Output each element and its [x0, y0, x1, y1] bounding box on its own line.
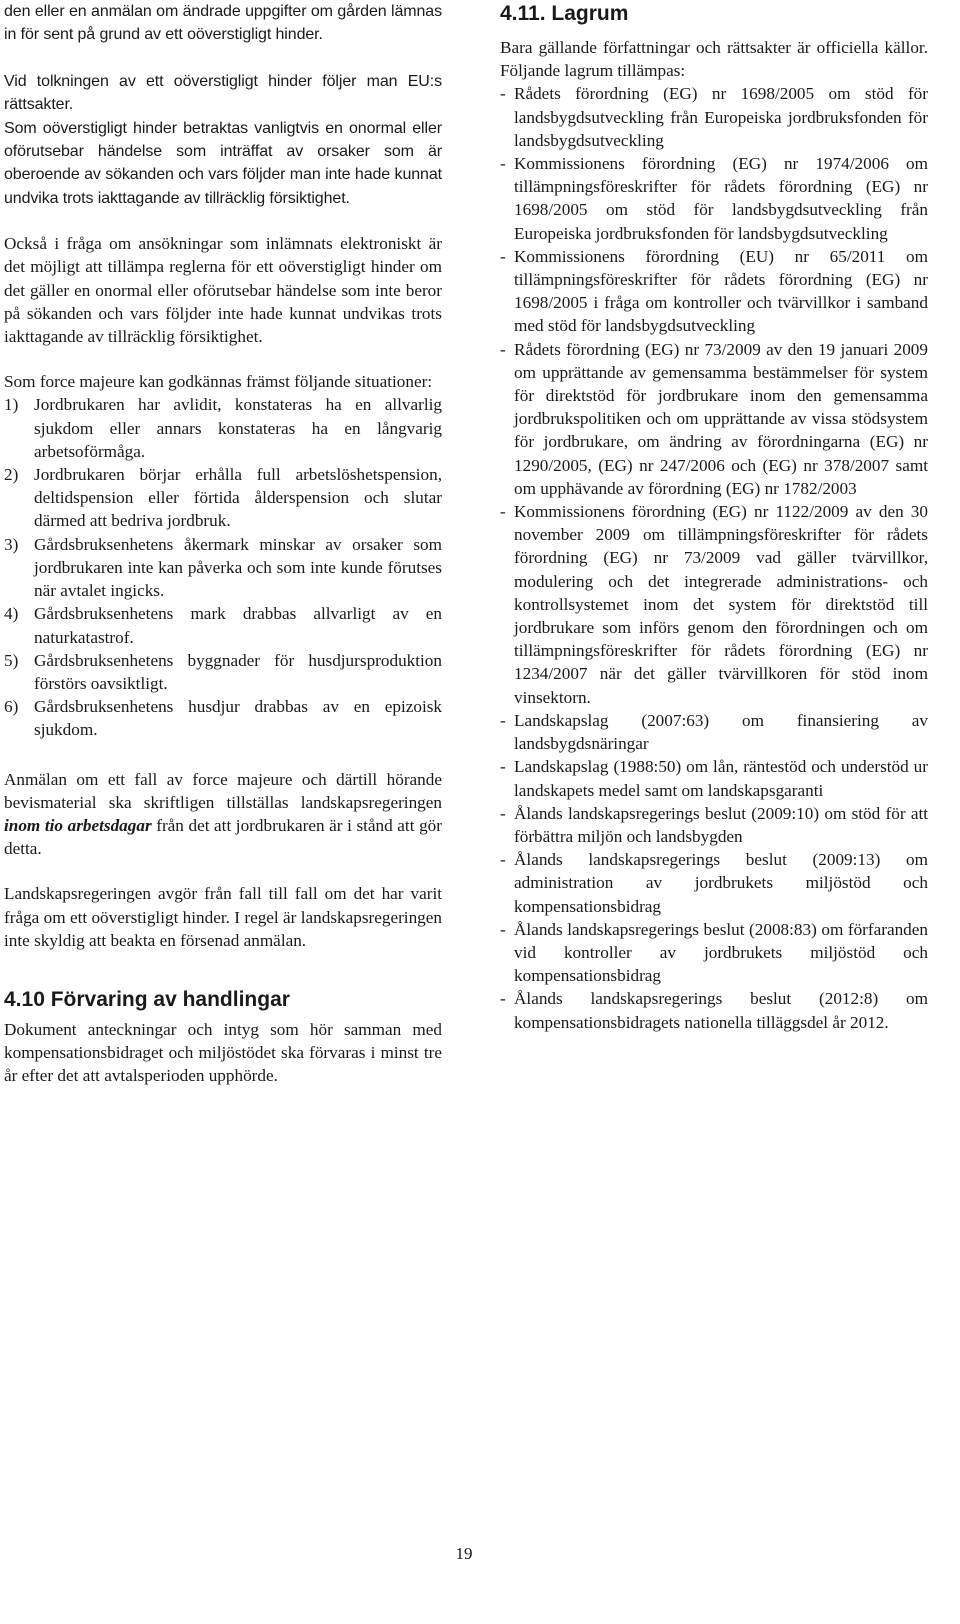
list-text: Ålands landskapsregerings beslut (2012:8) om kompensationsbidragets nationella tilläggsdel år 2012.	[514, 989, 928, 1032]
list-item	[4, 463, 442, 533]
list-text: Kommissionens förordning (EU) nr 65/2011 om tillämpningsföreskrifter för rådets förordning (EG) nr 1698/2005 i fråga om kontroller och tvärvillkor i samband med stöd för landsbygdsutveckling	[514, 246, 928, 336]
list-dash: -	[500, 710, 506, 730]
list-item	[500, 848, 928, 918]
paragraph-electronic: Också i fråga om ansökningar som inlämnats elektroniskt är det möjligt att tillämpa reglerna för ett oöverstigligt hinder om det gäller en onormal eller oförutsebar händelse som inte beror på sökanden och vars följder inte hade kunnat undvikas trots iakttagande av tillräcklig försiktighet.	[4, 234, 442, 347]
list-text: Ålands landskapsregerings beslut (2009:13) om administration av jordbrukets miljöstöd och kompensationsbidrag	[514, 850, 928, 916]
paragraph-late-notice: den eller en anmälan om ändrade uppgifter om gården lämnas in för sent på grund av ett oöverstigligt hinder.	[4, 3, 442, 44]
situations-list	[4, 393, 442, 741]
list-dash: -	[500, 339, 506, 359]
list-item	[500, 802, 928, 848]
list-number: 5)	[4, 650, 19, 670]
list-item	[500, 755, 928, 801]
paragraph-lagrum-intro: Bara gällande författningar och rättsakter är officiella källor. Följande lagrum tillämpas:	[500, 38, 928, 81]
list-text: Landskapslag (2007:63) om finansiering av landsbygdsnäringar	[514, 710, 928, 754]
section-heading-4-11: 4.11. Lagrum	[500, 2, 629, 25]
list-dash: -	[500, 919, 506, 939]
notification-text-a: Anmälan om ett fall av force majeure och därtill hörande bevismaterial ska skriftligen tillställas landskapsregeringen	[4, 769, 442, 812]
list-item	[4, 695, 442, 741]
paragraph-storage: Dokument anteckningar och intyg som hör samman med kompensationsbidraget och miljöstödet ska förvaras i minst tre år efter det att avtalsperioden upphörde.	[4, 1019, 442, 1086]
list-text: Gårdsbruksenhetens mark drabbas allvarligt av en naturkatastrof.	[34, 604, 442, 647]
list-number: 6)	[4, 697, 19, 717]
list-number: 4)	[4, 604, 19, 624]
laws-list	[500, 82, 928, 1033]
left-column	[4, 0, 442, 1088]
list-text: Gårdsbruksenhetens husdjur drabbas av en epizoisk sjukdom.	[34, 697, 442, 740]
list-text: Kommissionens förordning (EG) nr 1974/2006 om tillämpningsföreskrifter för rådets förordning (EG) nr 1698/2005 om stöd för landsbygdsutveckling från Europeiska jordbruksfonden för landsbygdsutveckling	[514, 154, 928, 243]
list-text: Gårdsbruksenhetens åkermark minskar av orsaker som jordbrukaren inte kan påverka och som inte kunde förutses när avtalet ingicks.	[34, 534, 442, 601]
list-dash: -	[500, 154, 506, 174]
list-dash: -	[500, 246, 506, 266]
list-dash: -	[500, 757, 506, 777]
list-text: Ålands landskapsregerings beslut (2009:10) om stöd för att förbättra miljön och landsbygden	[514, 803, 928, 846]
paragraph-notification	[4, 768, 442, 861]
paragraph-force-majeure-intro: Som force majeure kan godkännas främst följande situationer:	[4, 372, 433, 392]
list-item	[500, 987, 928, 1033]
list-number: 2)	[4, 465, 19, 485]
list-item	[500, 709, 928, 755]
paragraph-eu-acts: Vid tolkningen av ett oöverstigligt hinder följer man EU:s rättsakter.	[4, 72, 442, 114]
paragraph-definition: Som oöverstigligt hinder betraktas vanligtvis en onormal eller oförutsebar händelse som inträffat av orsaker som är oberoende av sökanden och vars följder man inte hade kunnat undvika trots iakttagande av tillräcklig försiktighet.	[4, 119, 442, 207]
list-text: Gårdsbruksenhetens byggnader för husdjursproduktion förstörs oavsiktligt.	[34, 650, 442, 693]
list-dash: -	[500, 502, 506, 522]
section-heading-4-10: 4.10 Förvaring av handlingar	[4, 987, 290, 1011]
list-number: 1)	[4, 395, 19, 415]
list-text: Jordbrukaren har avlidit, konstateras ha en allvarlig sjukdom eller annars konstateras ha en långvarig arbetsoförmåga.	[34, 395, 442, 461]
list-dash: -	[500, 989, 506, 1009]
list-number: 3)	[4, 534, 19, 554]
right-column	[500, 0, 928, 1034]
list-dash: -	[500, 84, 506, 104]
list-item	[500, 338, 928, 500]
page-number: 19	[455, 1544, 473, 1563]
list-text: Kommissionens förordning (EG) nr 1122/2009 av den 30 november 2009 om tillämpningsföreskrifter för rådets förordning (EG) nr 73/2009 vad gäller tvärvillkor, modulering och det integrerade administrations- och kontrollsystemet inom det system för direktstöd till jordbrukare som införs genom den förordningen och om tillämpningsföreskrifter för rådets förordning (EG) nr 1234/2007 när det gäller tvärvillkoren för stöd inom vinsektorn.	[514, 502, 928, 707]
notification-deadline: inom tio arbetsdagar	[4, 815, 152, 835]
list-item	[4, 602, 442, 648]
list-item	[4, 649, 442, 695]
list-item	[4, 393, 442, 463]
list-dash: -	[500, 850, 506, 870]
list-item	[500, 918, 928, 988]
list-dash: -	[500, 803, 506, 823]
list-text: Landskapslag (1988:50) om lån, räntestöd och understöd ur landskapets medel samt om landskapsgaranti	[514, 757, 928, 800]
list-item	[500, 245, 928, 338]
list-item	[4, 533, 442, 603]
notification-text-b: från det att jordbrukaren är i stånd att gör detta.	[4, 815, 442, 859]
paragraph-decision: Landskapsregeringen avgör från fall till fall om det har varit fråga om ett oöverstigligt hinder. I regel är landskapsregeringen inte skyldig att beakta en försenad anmälan.	[4, 884, 442, 950]
list-item	[500, 500, 928, 709]
list-item	[500, 82, 928, 152]
list-text: Rådets förordning (EG) nr 1698/2005 om stöd för landsbygdsutveckling från Europeiska jordbruksfonden för landsbygdsutveckling	[514, 84, 928, 150]
list-item	[500, 152, 928, 245]
list-text: Rådets förordning (EG) nr 73/2009 av den 19 januari 2009 om upprättande av gemensamma bestämmelser för system för direktstöd för jordbrukare inom den gemensamma jordbrukspolitiken och om upprättande av vissa stödsystem för jordbrukare, om ändring av förordningarna (EG) nr 1290/2005, (EG) nr 247/2006 och (EG) nr 378/2007 samt om upphävande av förordning (EG) nr 1782/2003	[514, 339, 928, 498]
list-text: Ålands landskapsregerings beslut (2008:83) om förfaranden vid kontroller av jordbrukets miljöstöd och kompensationsbidrag	[514, 919, 928, 986]
list-text: Jordbrukaren börjar erhålla full arbetslöshetspension, deltidspension eller förtida ålderspension och slutar därmed att bedriva jordbruk.	[34, 465, 442, 531]
